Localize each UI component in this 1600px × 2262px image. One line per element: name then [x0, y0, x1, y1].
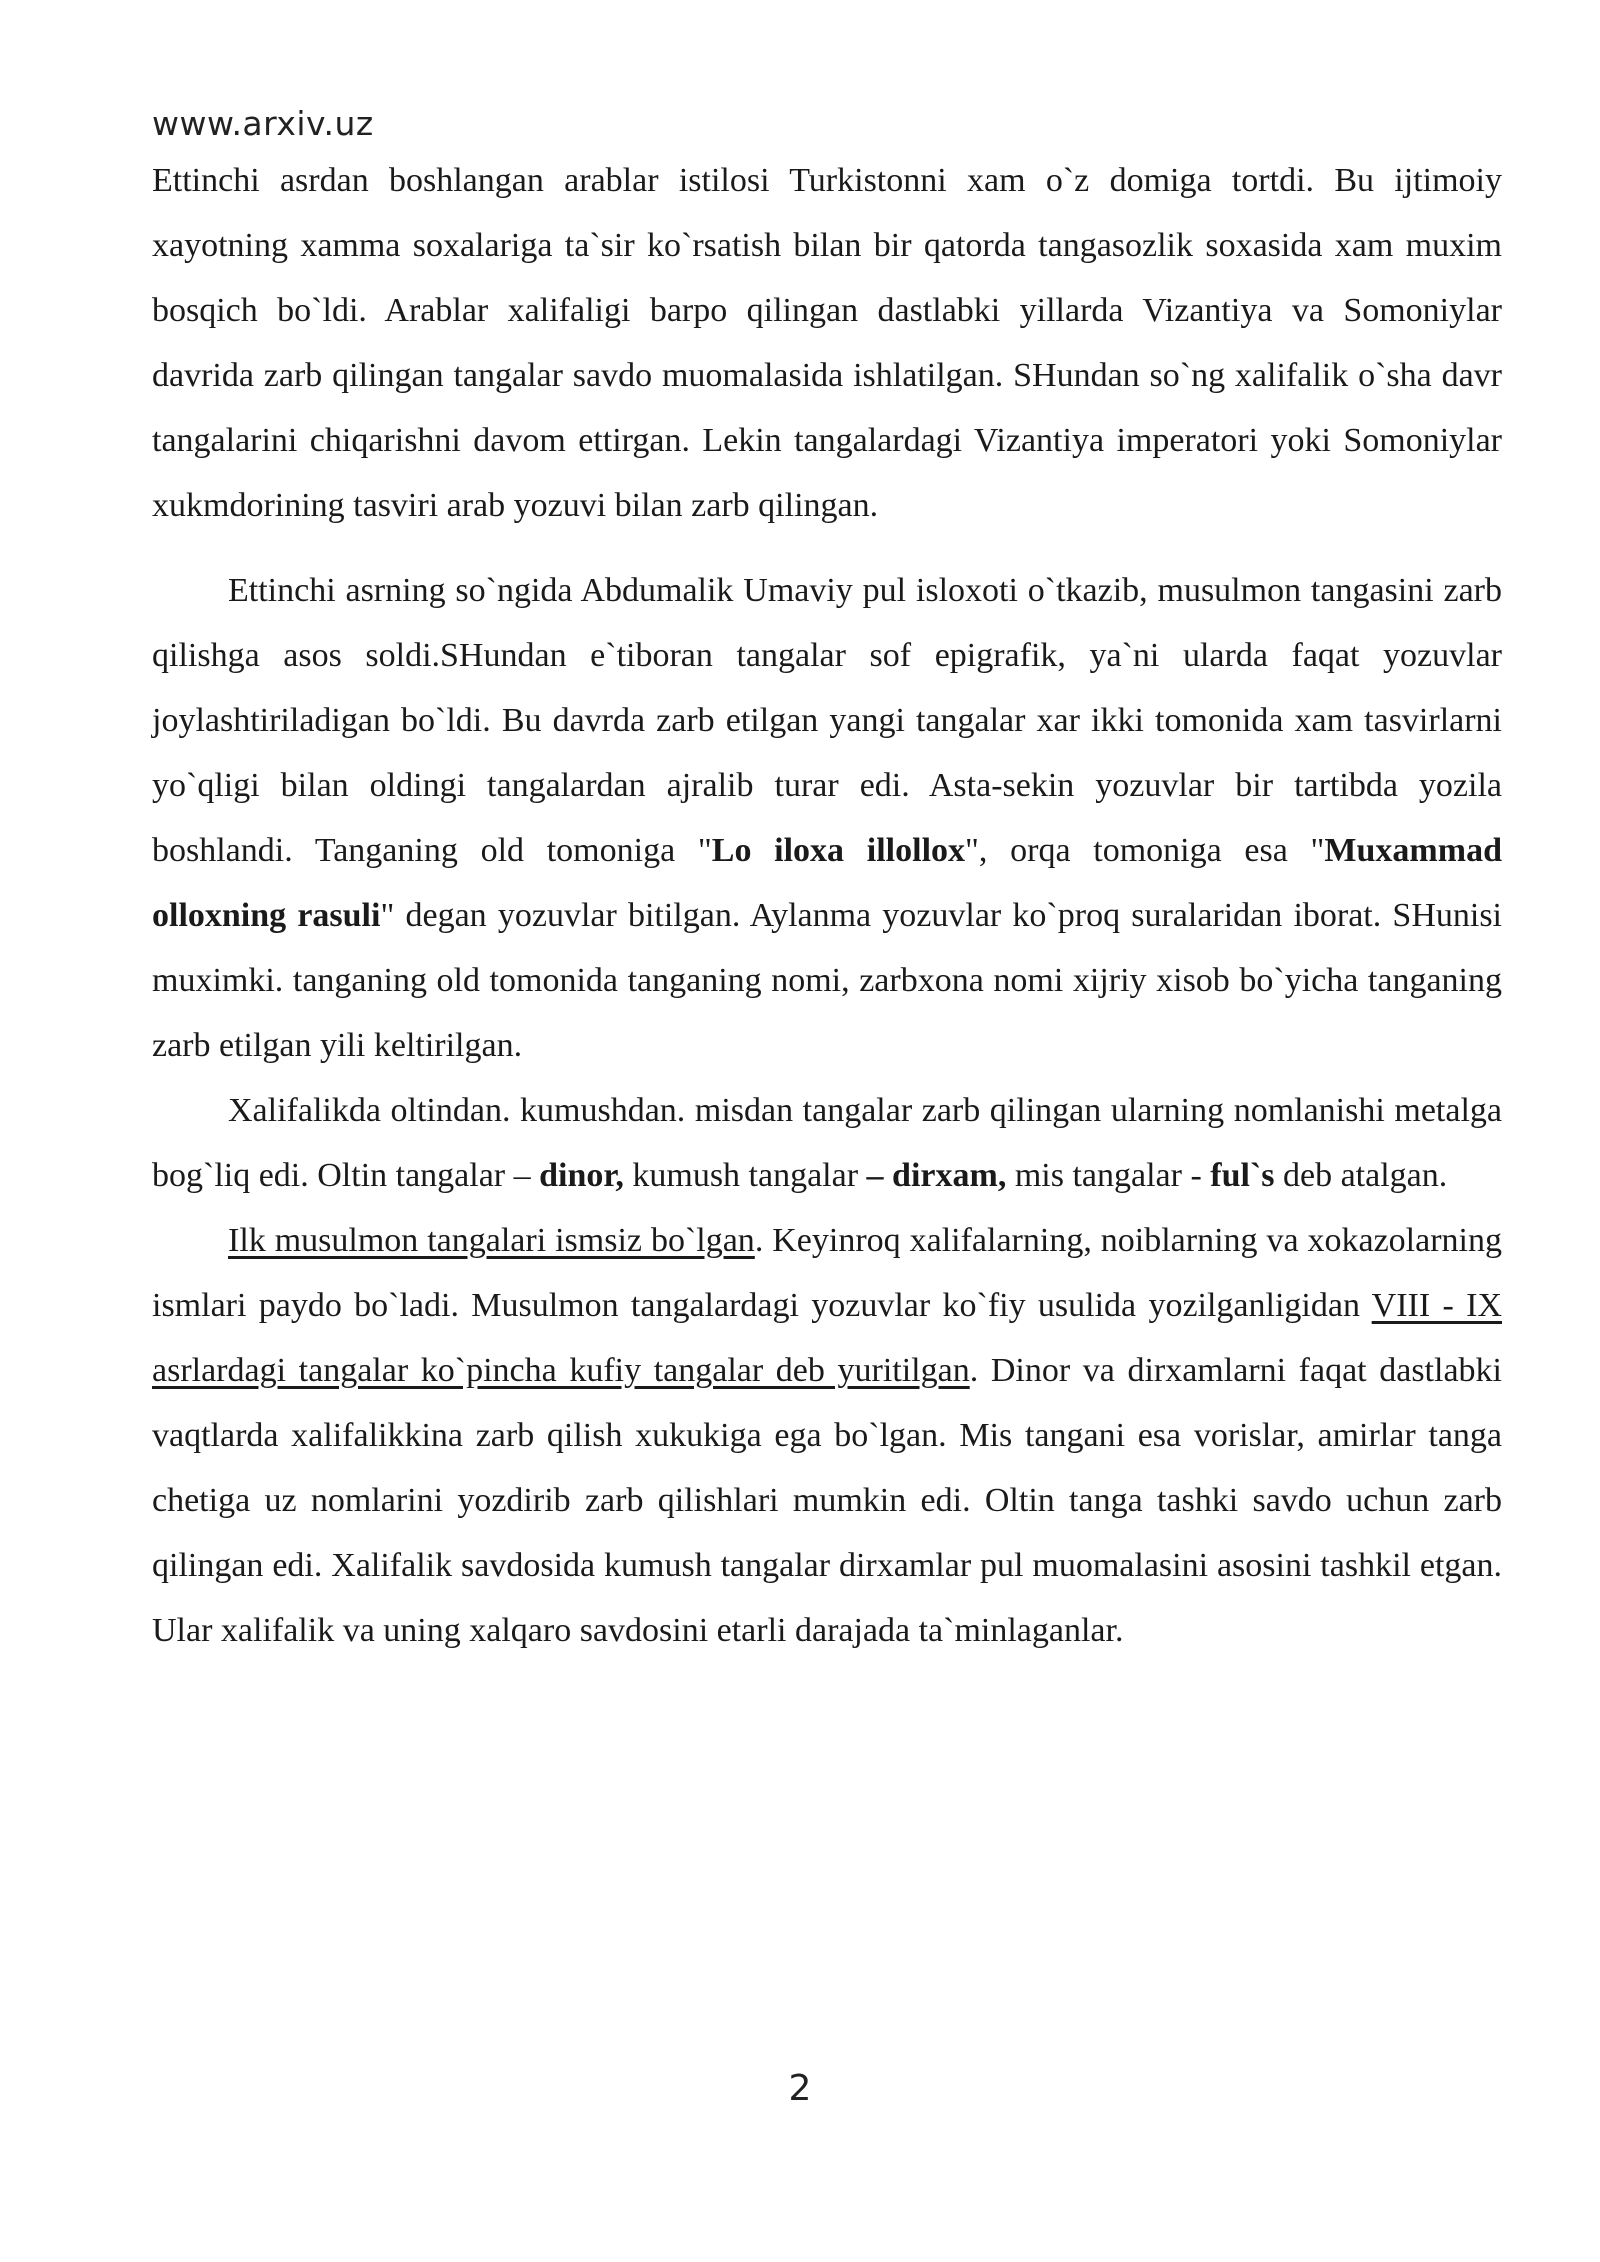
page-number: 2: [788, 2068, 812, 2109]
bold-inscription-reverse: Muxammad olloxning rasuli: [152, 832, 1502, 934]
paragraph-early-muslim-coins: [152, 1208, 1502, 1663]
paragraph-text: kumush tangalar: [623, 1157, 867, 1194]
site-watermark: www.arxiv.uz: [152, 104, 374, 143]
underlined-phrase-kufic-coins: VIII - IX asrlardagi tangalar ko`pincha kufiy tangalar deb yuritilgan: [152, 1287, 1502, 1389]
paragraph-text: " degan yozuvlar bitilgan. Aylanma yozuvlar ko`proq suralaridan iborat. SHunisi muximki. tanganing old tomonida tanganing nomi, zarbxona nomi xijriy xisob bo`yicha tanganing zarb etilgan yili keltirilgan.: [152, 897, 1503, 1064]
bold-inscription-obverse: Lo iloxa illollox: [711, 832, 966, 869]
paragraph-text: . Dinor va dirxamlarni faqat dastlabki vaqtlarda xalifalikkina zarb qilish xukukiga ega bo`lgan. Mis tangani esa vorislar, amirlar tanga chetiga uz nomlarini yozdirib zarb qilishlari mumkin edi. Oltin tanga tashki savdo uchun zarb qilingan edi. Xalifalik savdosida kumush tangalar dirxamlar pul muomalasini asosini tashkil etgan. Ular xalifalik va uning xalqaro savdosini etarli darajada ta`minlaganlar.: [152, 1352, 1502, 1649]
paragraph-text: deb atalgan.: [1274, 1157, 1448, 1194]
paragraph-text: . Keyinroq xalifalarning, noiblarning va xokazolarning ismlari paydo bo`ladi. Musulmon tangalardagi yozuvlar ko`fiy usulida yozilganligidan: [152, 1222, 1502, 1324]
underlined-phrase-nameless-coins: Ilk musulmon tangalari ismsiz bo`lgan: [228, 1222, 755, 1259]
paragraph-coin-metals: [152, 1078, 1502, 1208]
paragraph-text: Xalifalikda oltindan. kumushdan. misdan tangalar zarb qilingan ularning nomlanishi metalga bog`liq edi. Oltin tangalar –: [152, 1092, 1502, 1194]
paragraph-text: Ettinchi asrning so`ngida Abdumalik Umaviy pul isloxoti o`tkazib, musulmon tangasini zarb qilishga asos soldi.SHundan e`tiboran tangalar sof epigrafik, ya`ni ularda faqat yozuvlar joylashtiriladigan bo`ldi. Bu davrda zarb etilgan yangi tangalar xar ikki tomonida xam tasvirlarni yo`qligi bilan oldingi tangalardan ajralib turar edi. Asta-sekin yozuvlar bir tartibda yozila boshlandi. Tanganing old tomoniga ": [152, 572, 1502, 869]
paragraph-text: mis tangalar -: [1006, 1157, 1211, 1194]
paragraph-arab-conquest: Ettinchi asrdan boshlangan arablar istilosi Turkistonni xam o`z domiga tortdi. Bu ijtimoiy xayotning xamma soxalariga ta`sir ko`rsatish bilan bir qatorda tangasozlik soxasida xam muxim bosqich bo`ldi. Arablar xalifaligi barpo qilingan dastlabki yillarda Vizantiya va Somoniylar davrida zarb qilingan tangalar savdo muomalasida ishlatilgan. SHundan so`ng xalifalik o`sha davr tangalarini chiqarishni davom ettirgan. Lekin tangalardagi Vizantiya imperatori yoki Somoniylar xukmdorining tasviri arab yozuvi bilan zarb qilingan.: [152, 162, 1502, 524]
bold-term-fuls: ful`s: [1210, 1157, 1275, 1194]
document-body: [152, 148, 1502, 1663]
paragraph-text: ", orqa tomoniga esa ": [965, 832, 1325, 869]
bold-term-dirxam: – dirxam,: [866, 1157, 1007, 1194]
bold-term-dinor: dinor,: [539, 1157, 624, 1194]
paragraph-abdumalik-reform: [152, 558, 1502, 1078]
